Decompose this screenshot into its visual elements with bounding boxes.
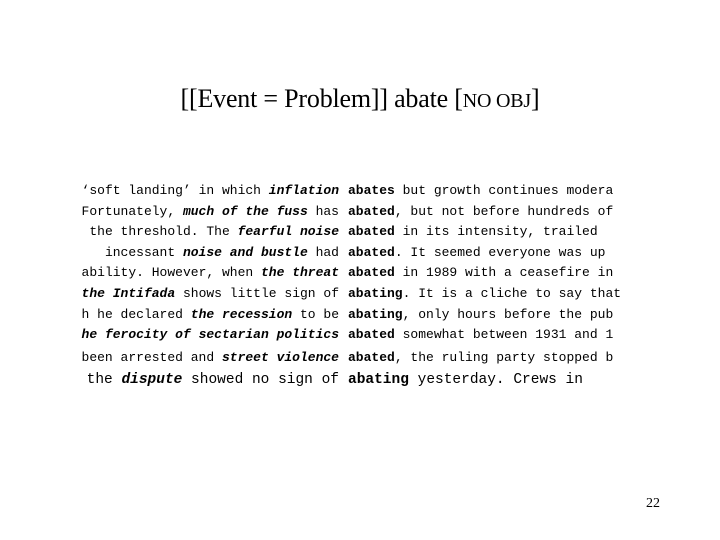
right-context [348,284,621,304]
concordance-line [0,284,720,305]
title-part-1: [[Event = Problem]] abate [ [180,84,463,113]
subject-phrase: dispute [121,371,183,388]
left-text: Fortunately, [81,203,183,219]
subject-phrase: the Intifada [81,285,176,301]
left-context [82,263,339,283]
concordance-line [0,263,720,284]
left-context [82,325,339,345]
right-text: yesterday. Crews in [408,371,583,388]
keyword: abated [348,203,395,219]
keyword: abating [348,306,403,322]
subject-phrase: noise and bustle [182,244,308,260]
title-part-2: NO OBJ [462,90,531,112]
subject-phrase: he ferocity of sectarian politics [81,327,339,343]
left-context [105,243,339,263]
right-text: , the ruling party stopped b [394,349,614,365]
right-text: in its intensity, trailed [394,224,598,240]
right-context [348,181,613,201]
concordance-line [0,181,720,202]
left-text: ‘soft landing’ in which [81,183,269,198]
left-context [82,305,339,325]
subject-phrase: the threat [260,265,339,281]
left-text-after: had [307,244,339,260]
left-text-after: shows little sign of [175,285,339,301]
right-text: , only hours before the pub [402,306,614,322]
page-number: 22 [646,496,660,511]
left-context [82,202,339,222]
right-context [348,325,613,345]
left-text: the [86,371,122,388]
concordance-line [0,222,720,243]
keyword: abated [348,327,395,343]
left-context [82,181,339,201]
subject-phrase: inflation [268,183,339,198]
keyword: abated [348,244,395,260]
title-part-3: ] [530,84,540,113]
right-context [348,202,613,222]
right-context [348,263,613,283]
right-context [348,222,598,242]
right-context [348,305,613,325]
right-context [348,370,583,390]
keyword: abated [348,349,395,365]
left-text: incessant [104,244,183,260]
right-text: . It is a cliche to say that [402,285,622,301]
right-text: , but not before hundreds of [394,203,614,219]
left-text-after: to be [292,306,339,322]
concordance-lines [0,181,720,390]
left-context [82,348,339,368]
subject-phrase: much of the fuss [182,203,308,219]
right-text: in 1989 with a ceasefire in [394,265,614,281]
concordance-line [0,370,720,391]
right-text: somewhat between 1931 and 1 [394,327,614,343]
keyword: abates [348,183,395,198]
left-text-after: has [307,203,339,219]
left-context [89,222,339,242]
left-text: ability. However, when [81,265,261,281]
keyword: abated [348,265,395,281]
subject-phrase: fearful noise [237,224,339,240]
right-text: but growth continues modera [394,183,614,198]
concordance-line [0,202,720,223]
left-context [87,370,339,390]
keyword: abating [348,371,409,388]
subject-phrase: street violence [221,349,339,365]
concordance-line [0,243,720,264]
left-text-after: showed no sign of [182,371,339,388]
keyword: abating [348,285,403,301]
slide-title [0,84,720,114]
right-context [348,348,613,368]
concordance-line [0,348,720,370]
left-context [82,284,339,304]
left-text: been arrested and [81,349,222,365]
left-text: h he declared [81,306,191,322]
right-context [348,243,605,263]
keyword: abated [348,224,395,240]
left-text: the threshold. The [89,224,238,240]
right-text: . It seemed everyone was up [394,244,606,260]
subject-phrase: the recession [190,306,293,322]
concordance-line [0,325,720,346]
concordance-line [0,305,720,326]
